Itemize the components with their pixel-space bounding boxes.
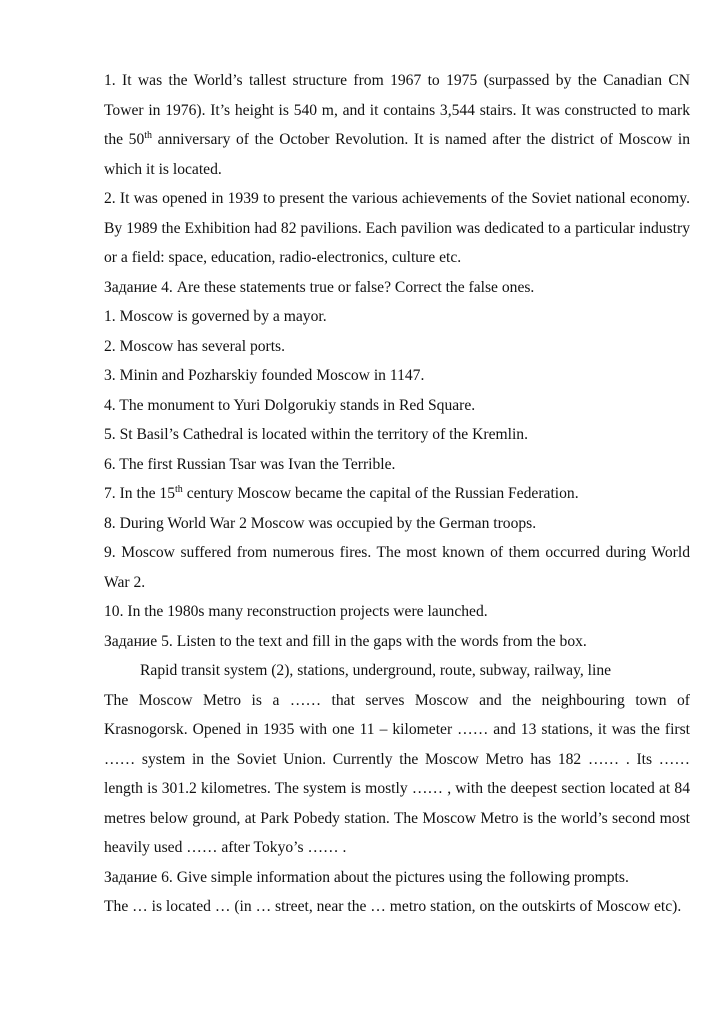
statement-2: 2. Moscow has several ports. [104, 337, 286, 355]
document-page [104, 66, 690, 922]
paragraph-1 [104, 66, 690, 184]
ordinal-suffix: th [175, 483, 183, 495]
statement-3: 3. Minin and Pozharskiy founded Moscow in 1147. [104, 367, 425, 384]
statement-10: 10. In the 1980s many reconstruction projects were launched. [104, 603, 488, 620]
statement-7 [104, 479, 690, 509]
statement-4: 4. The monument to Yuri Dolgorukiy stands in Red Square. [104, 396, 476, 414]
task-6-title: Задание 6. Give simple information about the pictures using the following prompts. [104, 868, 629, 886]
statement-7-text: 7. In the 15 [104, 485, 176, 502]
statement-1: 1. Moscow is governed by a mayor. [104, 308, 327, 325]
ordinal-suffix: th [144, 129, 153, 141]
statement-9: 9. Moscow suffered from numerous fires. The most known of them occurred during World War 2. [104, 544, 690, 591]
paragraph-1-text: 1. It was the World’s tallest structure from 1967 to 1975 (surpassed by the Canadian CN Tower in 1976). It’s height is 540 m, and it contains 3,544 stairs. It was constructed to mark the 50 [104, 72, 690, 148]
statement-6: 6. The first Russian Tsar was Ivan the Terrible. [104, 455, 396, 473]
task-6-prompt: The … is located … (in … street, near the … metro station, on the outskirts of Moscow etc). [104, 898, 682, 915]
statement-7-text-cont: century Moscow became the capital of the Russian Federation. [182, 485, 579, 502]
word-box: Rapid transit system (2), stations, underground, route, subway, railway, line [140, 662, 612, 679]
statement-5: 5. St Basil’s Cathedral is located within the territory of the Kremlin. [104, 426, 528, 443]
paragraph-1-text-cont: anniversary of the October Revolution. It is named after the district of Moscow in which it is located. [104, 131, 691, 178]
statement-8: 8. During World War 2 Moscow was occupied by the German troops. [104, 514, 537, 532]
task-5-text: The Moscow Metro is a …… that serves Moscow and the neighbouring town of Krasnogorsk. Opened in 1935 with one 11 – kilometer …… and 13 stations, it was the first …… system in the Soviet Union. Currently the Moscow Metro has 182 …… . Its …… length is 301.2 kilometres. The system is mostly …… , with the deepest section located at 84 metres below ground, at Park Pobedy station. The Moscow Metro is the world’s second most heavily used …… after Tokyo’s …… . [104, 691, 690, 856]
task-4-title: Задание 4. Are these statements true or false? Correct the false ones. [104, 278, 535, 296]
task-5-title: Задание 5. Listen to the text and fill in the gaps with the words from the box. [104, 632, 587, 650]
paragraph-2: 2. It was opened in 1939 to present the various achievements of the Soviet national economy. By 1989 the Exhibition had 82 pavilions. Each pavilion was dedicated to a particular industry or a field: space, education, radio-electronics, culture etc. [104, 190, 690, 266]
